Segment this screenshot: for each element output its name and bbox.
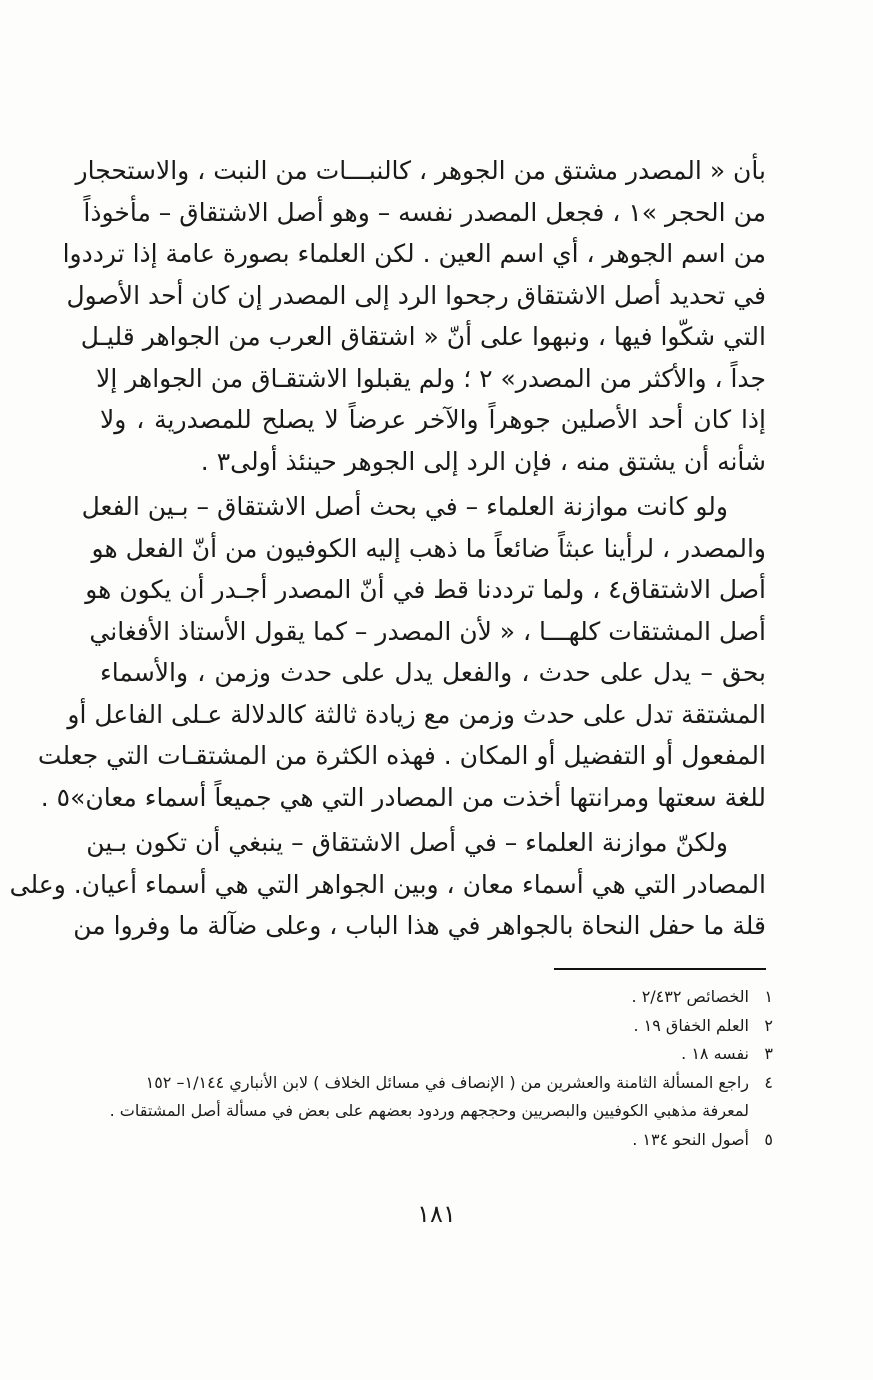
text-line: المفعول أو التفضيل أو المكان . فهذه الكثرة من المشتقـات التي جعلت <box>37 741 766 770</box>
footnote-1 <box>100 983 773 1012</box>
page-number: ١٨١ <box>417 1200 456 1228</box>
text-line: بحق – يدل على حدث ، والفعل يدل على حدث وزمن ، والأسماء <box>100 658 766 687</box>
paragraph-3 <box>9 822 766 947</box>
footnote-text: نفسه ١٨ . <box>681 1044 749 1063</box>
text-line: إذا كان أحد الأصلين جوهراً والآخر عرضاً لا يصلح للمصدرية ، ولا <box>100 405 766 434</box>
text-line: للغة سعتها ومرانتها أخذت من المصادر التي هي جميعاً أسماء معان»٥ . <box>40 782 766 812</box>
paragraph-1 <box>62 150 766 482</box>
footnote-number: ٥ <box>764 1129 773 1149</box>
text-line: التي شكّوا فيها ، ونبهوا على أنّ « اشتقاق العرب من الجواهر قليـل <box>80 322 766 351</box>
footnote-3 <box>100 1040 773 1069</box>
footnote-text-continued: لمعرفة مذهبي الكوفيين والبصريين وحججهم وردود بعضهم على بعض في مسألة أصل المشتقات . <box>109 1101 749 1120</box>
footnote-number: ٢ <box>764 1015 773 1035</box>
footnote-4 <box>100 1069 773 1126</box>
text-line: والمصدر ، لرأينا عبثاً ضائعاً ما ذهب إليه الكوفيون من أنّ الفعل هو <box>91 533 766 563</box>
text-line: شأنه أن يشتق منه ، فإن الرد إلى الجوهر حينئذ أولى٣ . <box>200 446 766 476</box>
footnote-text: راجع المسألة الثامنة والعشرين من ( الإنصاف في مسائل الخلاف ) لابن الأنباري ١/١٤٤– ١٥٢ <box>145 1072 749 1092</box>
text-line: المصادر التي هي أسماء معان ، وبين الجواهر التي هي أسماء أعيان. وعلى <box>9 869 766 899</box>
text-line: قلة ما حفل النحاة بالجواهر في هذا الباب ، وعلى ضآلة ما وفروا من <box>73 911 766 940</box>
text-line: أصل المشتقات كلهـــا ، « لأن المصدر – كما يقول الأستاذ الأفغاني <box>89 616 766 646</box>
footnote-text: أصول النحو ١٣٤ . <box>632 1129 749 1149</box>
paragraph-2 <box>37 486 766 818</box>
text-line: جداً ، والأكثر من المصدر» ٢ ؛ ولم يقبلوا الاشتقـاق من الجواهر إلا <box>96 363 766 393</box>
footnote-number: ٤ <box>764 1072 773 1092</box>
footnote-separator <box>554 968 766 970</box>
text-line: ولو كانت موازنة العلماء – في بحث أصل الاشتقاق – بـين الفعل <box>81 492 728 521</box>
footnote-number: ٣ <box>764 1044 773 1063</box>
text-line: بأن « المصدر مشتق من الجوهر ، كالنبـــات من النبت ، والاستحجار <box>75 156 766 185</box>
footnote-text: الخصائص ٢/٤٣٢ . <box>631 987 749 1006</box>
body-text <box>9 150 766 947</box>
footnote-2 <box>100 1012 773 1041</box>
footnote-5 <box>100 1126 773 1155</box>
footnotes <box>100 983 773 1154</box>
footnote-text: العلم الخفاق ١٩ . <box>633 1015 749 1035</box>
text-line: من اسم الجوهر ، أي اسم العين . لكن العلماء بصورة عامة إذا ترددوا <box>62 239 766 268</box>
text-line: المشتقة تدل على حدث وزمن مع زيادة ثالثة كالدلالة عـلى الفاعل أو <box>67 699 766 729</box>
text-line: أصل الاشتقاق٤ ، ولما ترددنا قط في أنّ المصدر أجـدر أن يكون هو <box>85 575 766 604</box>
text-line: من الحجر »١ ، فجعل المصدر نفسه – وهو أصل الاشتقاق – مأخوذاً <box>83 197 766 227</box>
text-line: في تحديد أصل الاشتقاق رجحوا الرد إلى المصدر إن كان أحد الأصول <box>66 280 766 310</box>
text-line: ولكنّ موازنة العلماء – في أصل الاشتقاق – ينبغي أن تكون بـين <box>86 828 728 857</box>
footnote-number: ١ <box>764 987 773 1006</box>
